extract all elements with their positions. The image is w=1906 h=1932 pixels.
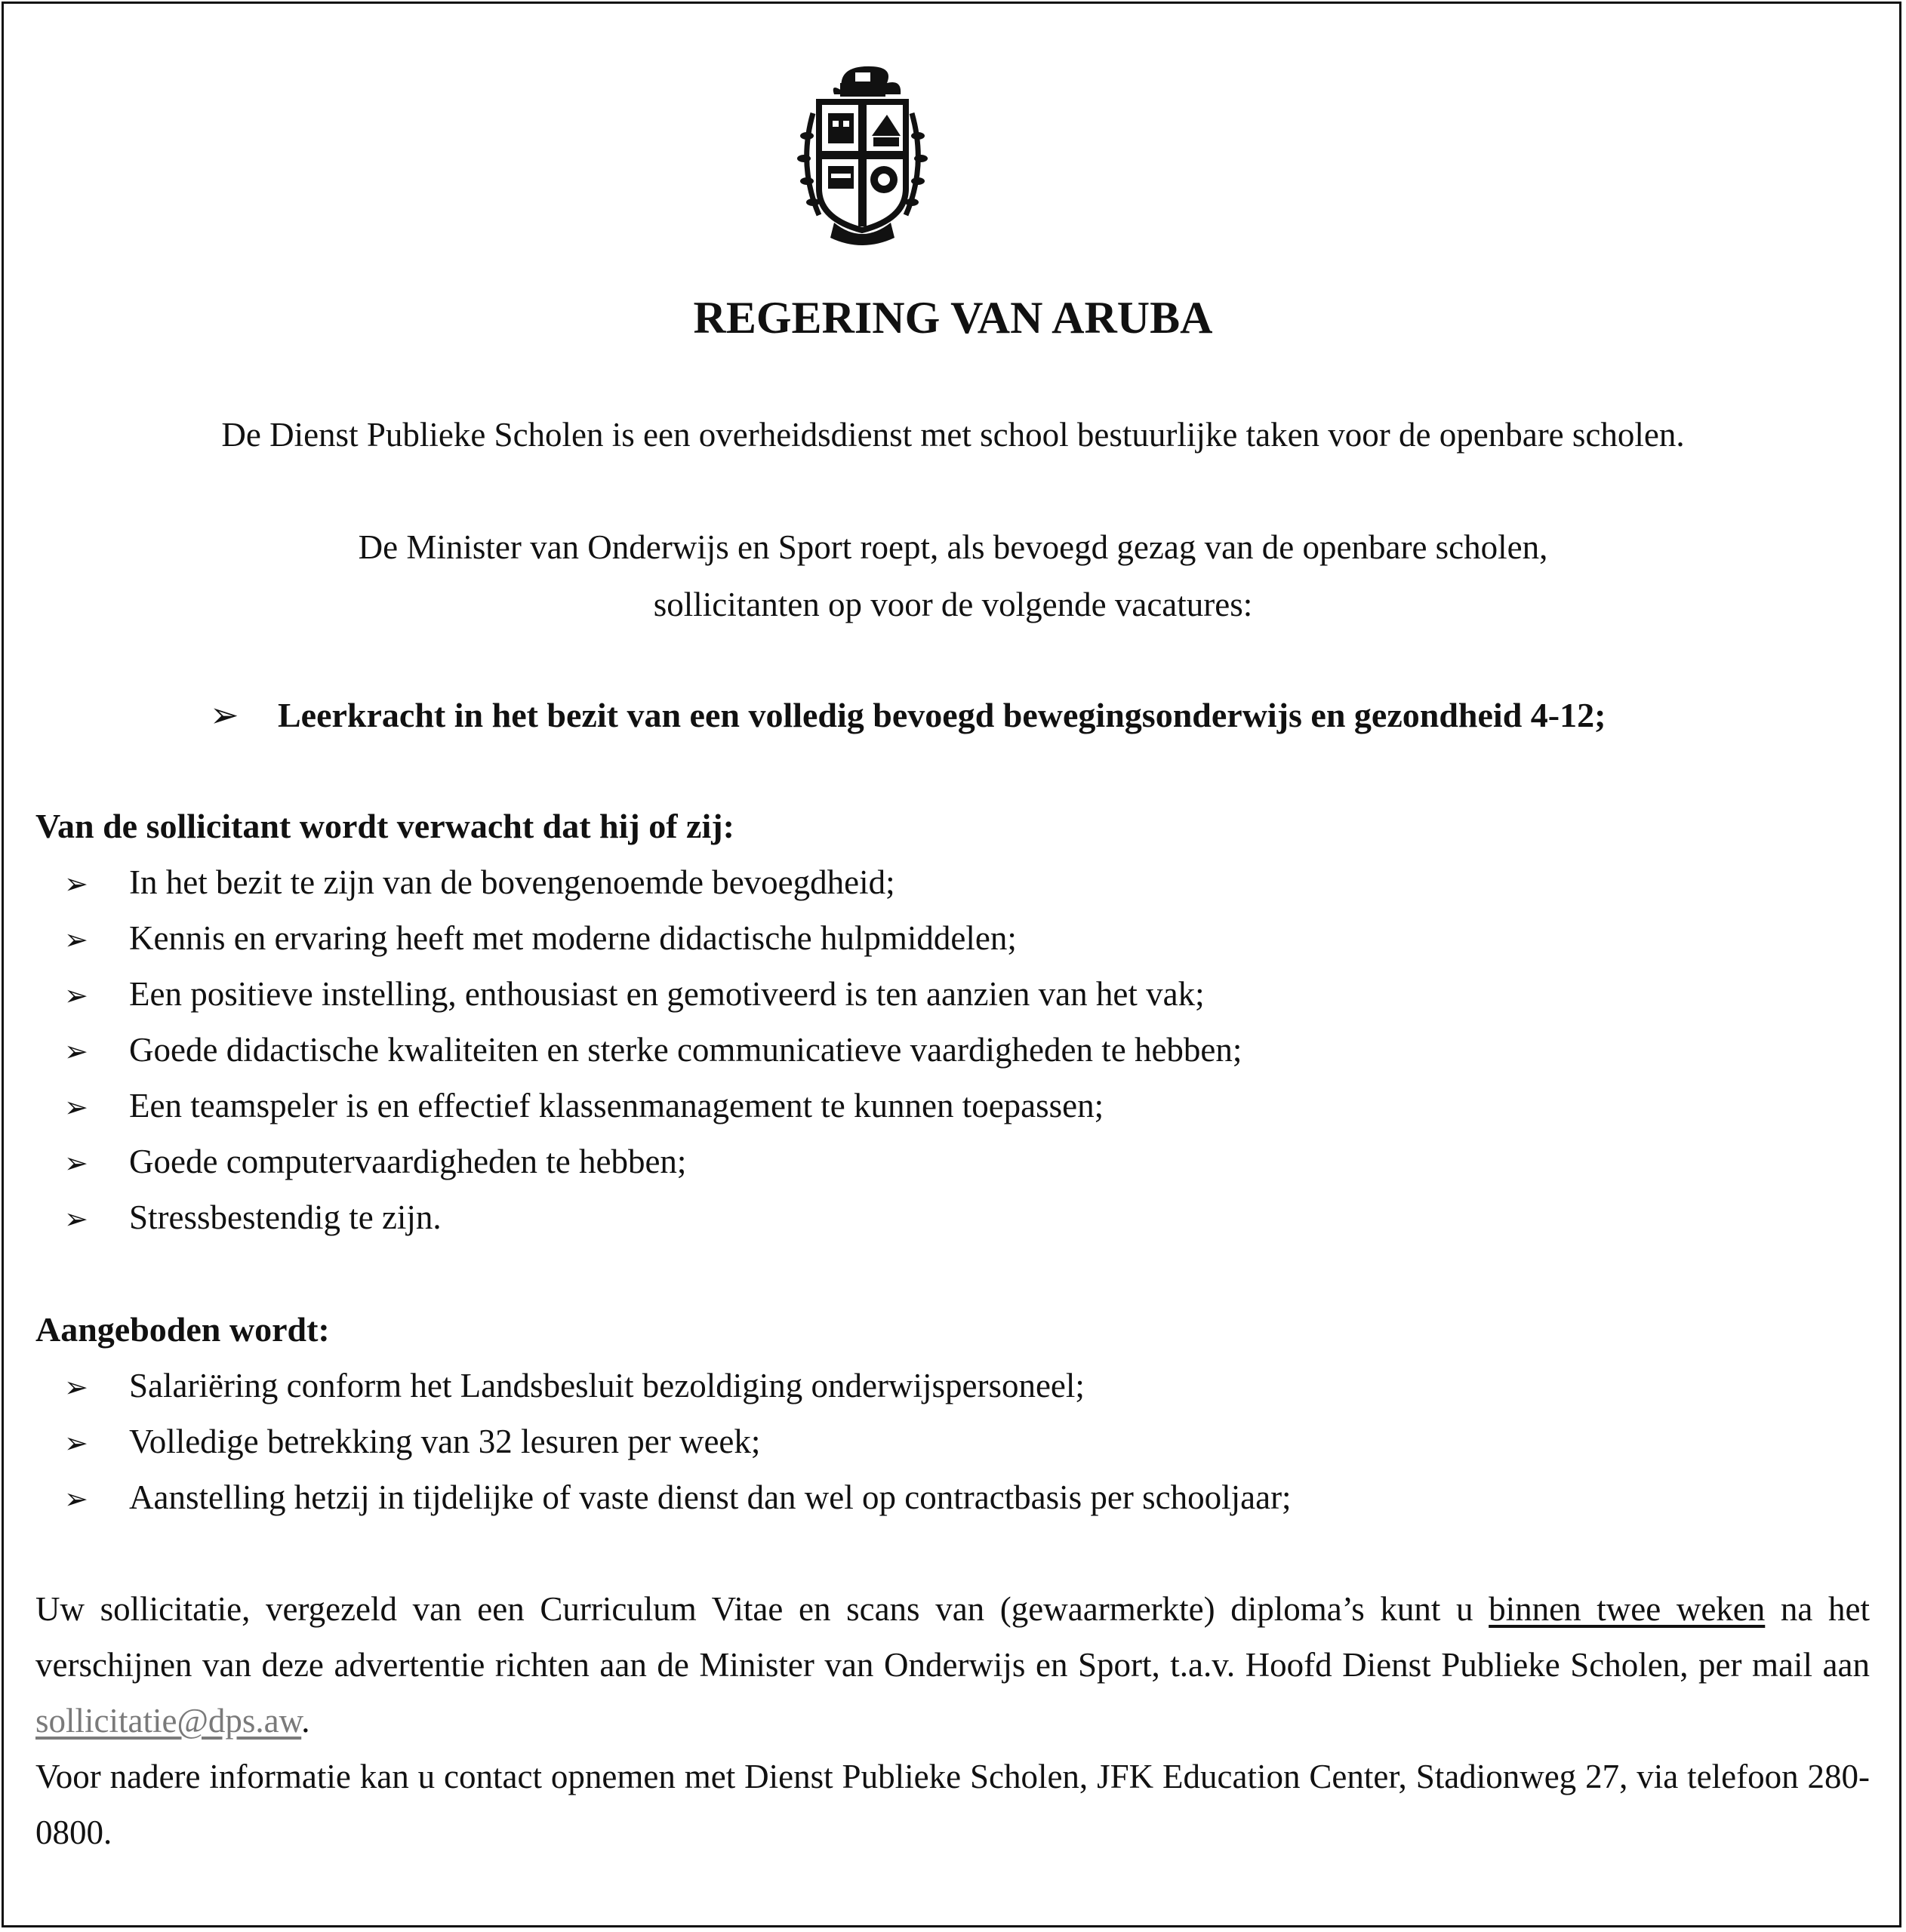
- deadline-text: binnen twee weken: [1489, 1590, 1766, 1628]
- arrowhead-bullet-icon: ➢: [64, 1146, 88, 1180]
- application-text: Uw sollicitatie, vergezeld van een Curriculum Vitae en scans van (gewaarmerkte) diploma’s kunt u: [35, 1590, 1489, 1628]
- vacancy-label: Leerkracht in het bezit van een volledig bevoegd bewegingsonderwijs en gezondheid 4-12;: [278, 696, 1606, 734]
- intro-text: De Dienst Publieke Scholen is een overheidsdienst met school bestuurlijke taken voor de openbare scholen.: [221, 416, 1685, 454]
- list-item-text: Salariëring conform het Landsbesluit bezoldiging onderwijspersoneel;: [129, 1367, 1085, 1404]
- vacancy-item: [210, 693, 1606, 738]
- arrowhead-bullet-icon: ➢: [64, 923, 88, 956]
- list-item: [35, 966, 1242, 1022]
- arrowhead-bullet-icon: ➢: [64, 979, 88, 1012]
- list-item: [35, 910, 1242, 966]
- arrowhead-bullet-icon: ➢: [64, 867, 88, 900]
- list-item-text: In het bezit te zijn van de bovengenoemde bevoegdheid;: [129, 863, 895, 901]
- list-item-text: Aanstelling hetzij in tijdelijke of vaste dienst dan wel op contractbasis per schooljaar;: [129, 1478, 1292, 1516]
- list-item: [35, 1078, 1242, 1134]
- list-item: [35, 1134, 1242, 1189]
- list-item: [35, 1358, 1292, 1414]
- list-item-text: Kennis en ervaring heeft met moderne didactische hulpmiddelen;: [129, 919, 1017, 957]
- list-item: [35, 1414, 1292, 1469]
- application-paragraph: [35, 1581, 1870, 1749]
- arrowhead-bullet-icon: ➢: [210, 696, 239, 734]
- expected-heading: Van de sollicitant wordt verwacht dat hij of zij:: [35, 807, 734, 845]
- list-item-text: Volledige betrekking van 32 lesuren per week;: [129, 1423, 761, 1460]
- list-item-text: Goede didactische kwaliteiten en sterke communicatieve vaardigheden te hebben;: [129, 1031, 1242, 1069]
- list-item-text: Een positieve instelling, enthousiast en gemotiveerd is ten aanzien van het vak;: [129, 975, 1205, 1013]
- email-link[interactable]: sollicitatie@dps.aw: [35, 1702, 302, 1740]
- list-item: [35, 1189, 1242, 1245]
- list-item: [35, 1022, 1242, 1078]
- call-text-line-2: sollicitanten op voor de volgende vacatures:: [653, 586, 1253, 623]
- contact-paragraph: Voor nadere informatie kan u contact opnemen met Dienst Publieke Scholen, JFK Education Center, Stadionweg 27, via telefoon 280-0800.: [35, 1758, 1870, 1851]
- arrowhead-bullet-icon: ➢: [64, 1426, 88, 1460]
- expected-list: [35, 854, 1242, 1245]
- arrowhead-bullet-icon: ➢: [64, 1371, 88, 1404]
- page-title: REGERING VAN ARUBA: [693, 293, 1213, 343]
- arrowhead-bullet-icon: ➢: [64, 1035, 88, 1068]
- application-text-end: .: [301, 1702, 310, 1740]
- arrowhead-bullet-icon: ➢: [64, 1091, 88, 1124]
- arrowhead-bullet-icon: ➢: [64, 1202, 88, 1235]
- list-item-text: Een teamspeler is en effectief klassenmanagement te kunnen toepassen;: [129, 1087, 1104, 1124]
- arrowhead-bullet-icon: ➢: [64, 1482, 88, 1515]
- offered-list: [35, 1358, 1292, 1525]
- offered-heading: Aangeboden wordt:: [35, 1310, 330, 1349]
- list-item-text: Goede computervaardigheden te hebben;: [129, 1143, 687, 1180]
- call-text-line-1: De Minister van Onderwijs en Sport roept, als bevoegd gezag van de openbare scholen,: [358, 528, 1548, 566]
- list-item: [35, 854, 1242, 910]
- list-item: [35, 1469, 1292, 1525]
- list-item-text: Stressbestendig te zijn.: [129, 1198, 442, 1236]
- application-text-continued: na het verschijnen van deze advertentie richten aan de Minister van Onderwijs en Sport, t.a.v. Hoofd Dienst Publieke Scholen, per mail aan: [35, 1590, 1870, 1684]
- coat-of-arms-icon: [789, 60, 936, 249]
